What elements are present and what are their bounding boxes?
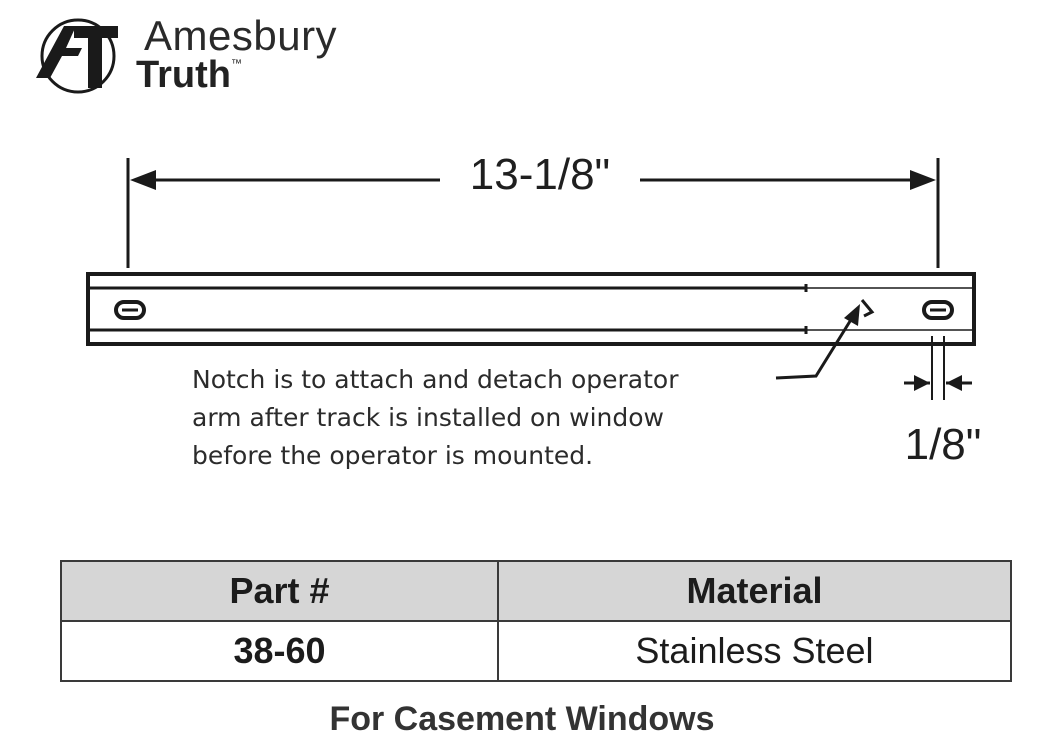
table-header-row: [61, 561, 1011, 621]
dimension-arrow-left-icon: [130, 170, 156, 190]
overall-length-label: 13-1/8": [440, 150, 640, 200]
mounting-slot-left-icon: [116, 302, 144, 318]
header-material: Material: [498, 561, 1011, 621]
notch-note: [192, 361, 792, 475]
brand-name-truth: Truth: [136, 54, 231, 96]
offset-arrow-left-icon: [914, 375, 930, 391]
offset-arrow-right-icon: [946, 375, 962, 391]
cell-material: Stainless Steel: [498, 621, 1011, 681]
note-line-3: before the operator is mounted.: [192, 441, 594, 470]
part-table: [60, 560, 1012, 682]
cell-part-number: 38-60: [61, 621, 498, 681]
note-line-1: Notch is to attach and detach operator: [192, 365, 679, 394]
note-line-2: arm after track is installed on window: [192, 403, 664, 432]
header-part-number: Part #: [61, 561, 498, 621]
dimension-arrow-right-icon: [910, 170, 936, 190]
table-row: [61, 621, 1011, 681]
offset-dimension-label: 1/8": [904, 420, 982, 469]
caption: For Casement Windows: [329, 700, 715, 738]
trademark-symbol: ™: [230, 58, 242, 70]
brand-name-line1: Amesbury: [144, 12, 338, 59]
mounting-slot-right-icon: [924, 302, 952, 318]
